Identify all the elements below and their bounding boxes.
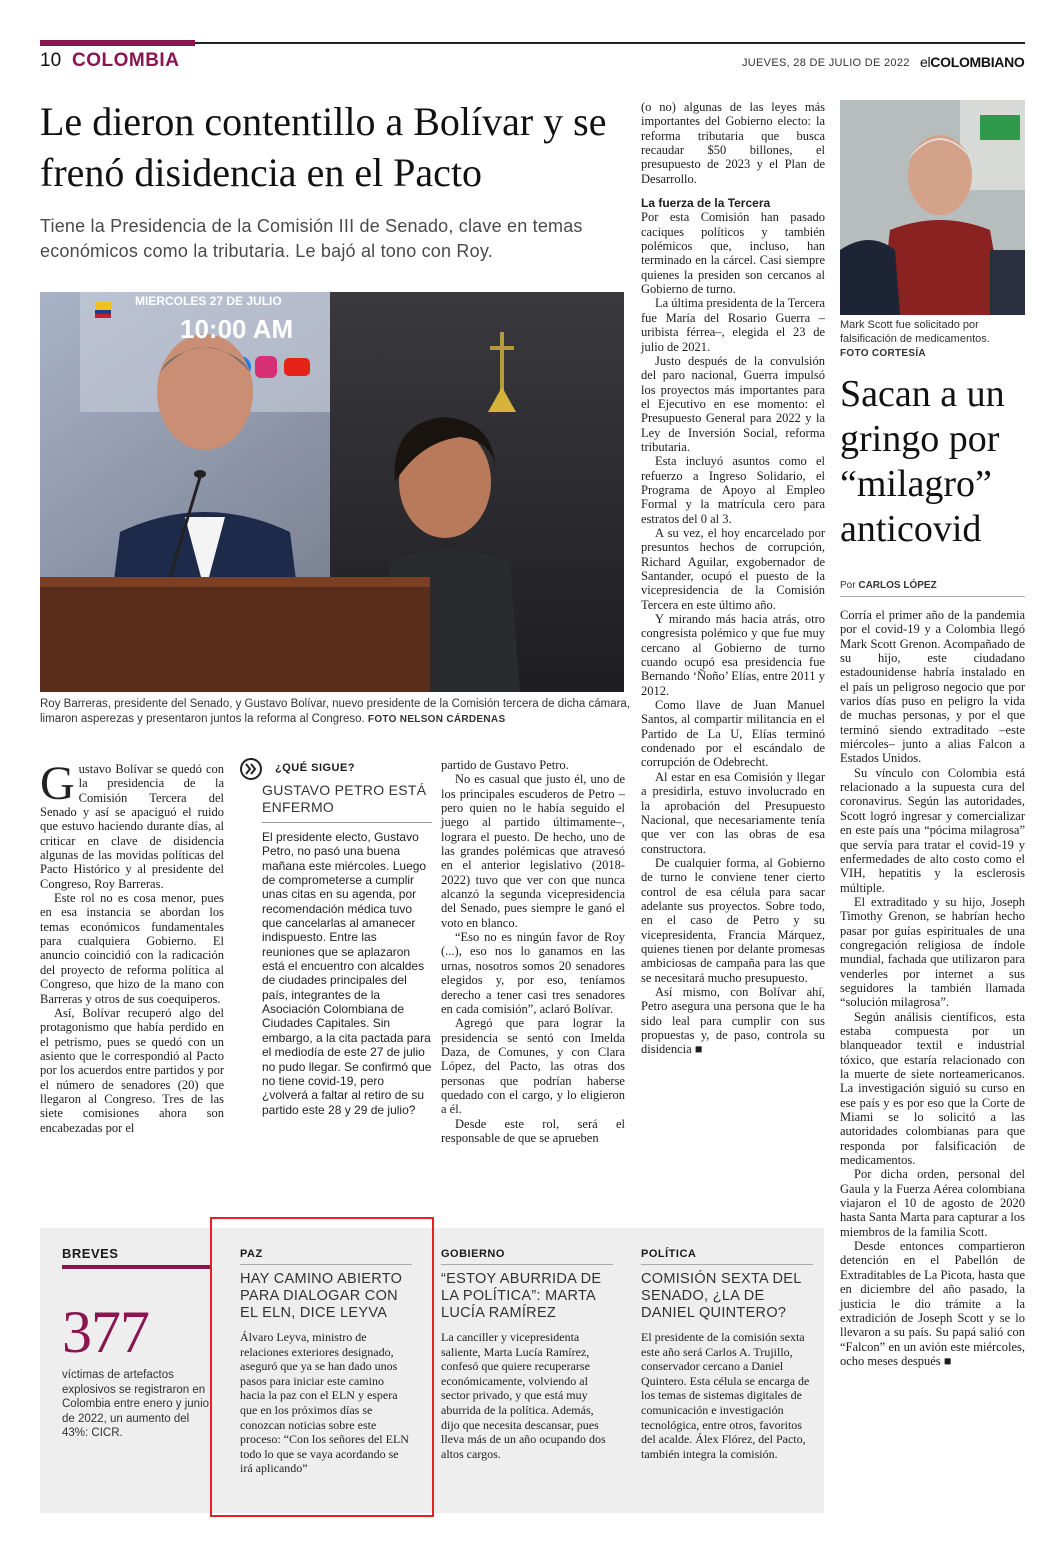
- brief-title: HAY CAMINO ABIERTO PARA DIALOGAR CON EL ELN, DICE LEYVA: [240, 1271, 403, 1321]
- brand-logo: [920, 54, 1025, 70]
- header-rule: [195, 42, 1025, 44]
- article-paragraph: (o no) algunas de las leyes más importantes del Gobierno electo: la reforma tributaria que busca recaudar $50 billones, el presupuesto de 2023 y el Plan de Desarrollo.: [641, 100, 825, 186]
- brief-label: POLÍTICA: [641, 1248, 697, 1260]
- brief-body: El presidente de la comisión sexta este año será Carlos A. Trujillo, conservador cercano a Daniel Quintero. Esta célula se encarga de los temas de sistemas digitales de comunicación e investigación tecnológica, entre otros, favoritos del acalde. Álex Flórez, del Pacto, también integra la comisión.: [641, 1330, 810, 1461]
- byline-prefix: Por: [840, 580, 856, 591]
- side-photo-caption: [840, 318, 1030, 361]
- article-paragraph: “Eso no es ningún favor de Roy (...), eso nos lo ganamos en las urnas, nosotros somos 20 senadores elegidos y, por eso, teníamos derecho a tener casi tres senadores en cada comisión”, aclaró Bolívar.: [441, 930, 625, 1016]
- brand-name: COLOMBIANO: [930, 54, 1025, 70]
- article-paragraph: Justo después de la convulsión del paro nacional, Guerra impulsó los proyectos más importantes para el Ejecutivo en ese momento: el Presupuesto General para 2022 y la Ley de Inversión Social, reforma tributaria.: [641, 353, 825, 454]
- article-paragraph: Y mirando más hacia atrás, otro congresista polémico y que fue muy cercano al Gobierno de turno cuando ocupó esa presidencia fue Bernando ‘Ñoño’ Elías, entre 2011 y 2012.: [641, 612, 825, 698]
- brief-rule: [441, 1264, 613, 1265]
- article-paragraph: partido de Gustavo Petro.: [441, 758, 569, 772]
- article-paragraph: [40, 757, 224, 891]
- screen-time: 10:00 AM: [180, 314, 294, 344]
- next-arrow-icon: [240, 758, 262, 780]
- byline-name: CARLOS LÓPEZ: [858, 580, 937, 591]
- article-paragraph: Corría el primer año de la pandemia por el covid-19 y a Colombia llegó Mark Scott Grenon. Acompañado de su hijo, este ciudadano estadounidense habría instalado en el país un peligroso negocio que por varios días puso en peligro la vida de muchas personas, y por el que terminó siendo extraditado –este miércoles– junto a alias Falcon a Estados Unidos.: [840, 608, 1025, 766]
- side-photo-illustration: [840, 100, 1025, 315]
- article-paragraph: Por dicha orden, personal del Gaula y la Fuerza Aérea colombiana viajaron el 10 de agosto de 2020 hasta Santa Marta para capturar a los miembros de la familia Scott.: [840, 1167, 1025, 1239]
- photo-caption-text: Roy Barreras, presidente del Senado, y Gustavo Bolívar, nuevo presidente de la Comisión tercera de dicha cámara, limaron asperezas y presentaron juntos la reforma al Congreso.: [40, 698, 631, 725]
- article-paragraph: Así, Bolívar recuperó algo del protagonismo que había perdido en el petrismo, pues se quedó con un asiento que le correspondió al Pacto por los acuerdos entre partidos y por el número de senadores (20) que llegaron al Congreso. Tres de las siete comisiones ahora son encabezadas por el: [40, 1005, 224, 1135]
- article-paragraph: No es casual que justo él, uno de los principales escuderos de Petro –pero quien no le había seguido el juego al partido últimamente–, lograra el puesto. De hecho, uno de las grandes polémicas que atravesó en el anterior legislativo (2018-2022) tuvo que ver con que nunca alcanzó la segunda vicepresidencia del Senado, pues siempre le ganó el voto en blanco.: [441, 772, 625, 930]
- article-paragraph: Así mismo, con Bolívar ahí, Petro asegura una persona que le ha sido leal para cumplir con sus propuestas y, de paso, controla su disidencia ■: [641, 984, 825, 1057]
- article-paragraph: Agregó que para lograr la presidencia se sentó con Imelda Daza, de Comunes, y con Clara López, del Pacto, las otras dos personas que podrían haberse quedado con el cargo, y lo eligieron a él.: [441, 1016, 625, 1117]
- side-rule: [840, 596, 1025, 597]
- side-byline: [840, 580, 937, 591]
- side-story-body: [840, 608, 1025, 1368]
- side-photo-caption-text: Mark Scott fue solicitado por falsificación de medicamentos.: [840, 319, 990, 345]
- drop-cap: G: [40, 757, 75, 810]
- article-dek: Tiene la Presidencia de la Comisión III de Senado, clave en temas económicos como la tributaria. Le bajó al tono con Roy.: [40, 216, 583, 261]
- section-name: COLOMBIA: [72, 50, 180, 71]
- brief-body: Álvaro Leyva, ministro de relaciones exteriores designado, aseguró que ya se han dado unos pasos para iniciar este camino hacia la paz con el ELN y espera que en los próximos días se conozcan noticias sobre este proceso: “Con los señores del ELN todo lo que se vaya acordando se irá aplicando”: [240, 1330, 409, 1476]
- photo-credit: FOTO NELSON CÁRDENAS: [367, 714, 506, 725]
- brief-title: “ESTOY ABURRIDA DE LA POLÍTICA”: MARTA LUCÍA RAMÍREZ: [441, 1271, 602, 1321]
- breves-title: BREVES: [62, 1246, 119, 1261]
- brief-item-politica: [641, 1248, 813, 1461]
- breves-rule: [62, 1265, 212, 1269]
- screen-date: MIERCOLES 27 DE JULIO: [135, 294, 282, 308]
- article-paragraph: A su vez, el hoy encarcelado por presuntos hechos de corrupción, Richard Aguilar, exgobernador de Santander, ocupó el puesto de la vicepresidencia de la Comisión Tercera en este último año.: [641, 525, 825, 612]
- article-paragraph: Como llave de Juan Manuel Santos, al compartir militancia en el Partido de La U, Elías terminó condenado por el escándalo de corrupción de Odebrecht.: [641, 698, 825, 770]
- article-paragraph: Por esta Comisión han pasado caciques políticos y también polémicos que, incluso, han terminado en la cárcel. Casi siempre quienes la presiden son cercanos al Gobierno de turno.: [641, 210, 825, 297]
- highlight-box: [210, 1217, 434, 1517]
- brief-label: GOBIERNO: [441, 1248, 505, 1260]
- brand-prefix: el: [920, 54, 931, 70]
- article-paragraph: La última presidenta de la Tercera fue María del Rosario Guerra –uribista férrea–, elegida el 23 de julio de 2021.: [641, 296, 825, 354]
- side-headline: Sacan a un gringo por “milagro” anticovid: [840, 373, 1005, 550]
- article-paragraph: El extraditado y su hijo, Joseph Timothy Grenon, se habrían hecho pasar por guías espirituales de una congregación religiosa de índole mundial, fachada que utilizaron para venderles por internet a sus seguidores la también llamada “solución milagrosa”.: [840, 894, 1025, 1010]
- page-number: 10: [40, 50, 62, 71]
- article-paragraph: Esta incluyó asuntos como el refuerzo a Ingreso Solidario, el Programa de Apoyo al Empleo Formal y la matrícula cero para estratos del 0 al 3.: [641, 454, 825, 526]
- side-photo: [840, 100, 1025, 315]
- article-paragraph: Su vínculo con Colombia está relacionado a la supuesta cura del coronavirus. Según las autoridades, Scott logró ingresar y comercializar en este país una “pócima milagrosa” que servía para tratar el covid-19 y enfermedades de alto costo como el VIH, hepatitis y la esclerosis múltiple.: [840, 765, 1025, 895]
- main-photo: [40, 292, 624, 692]
- article-paragraph: Desde este rol, será el responsable de que se aprueben: [441, 1116, 625, 1145]
- photo-caption: [40, 697, 630, 727]
- article-paragraph: De cualquier forma, al Gobierno de turno le conviene tener cierto control de esa célula para sacar adelante sus proyectos. Sobre todo, en el caso de Petro y su vicepresidenta, Francia Márquez, quienes tienen por delante promesas ambiciosas de campaña para las que se necesitará mucho presupuesto.: [641, 855, 825, 985]
- breves-big-number: 377: [62, 1299, 149, 1365]
- article-headline: Le dieron contentillo a Bolívar y se frenó disidencia en el Pacto: [40, 99, 607, 195]
- article-paragraph: Al estar en esa Comisión y llegar a presidirla, estuvo involucrado en la aprobación del Presupuesto Nacional, que necesariamente tenía que ver con las obras de esa constructora.: [641, 769, 825, 856]
- article-subhead: La fuerza de la Tercera: [641, 196, 771, 211]
- que-sigue-rule: [262, 822, 432, 823]
- brief-body: La canciller y vicepresidenta saliente, Marta Lucía Ramírez, confesó que quiere recuperarse económicamente, volviendo al sector privado, y que está muy aburrida de la política. Además, dijo que necesita descansar, pues lleva más de un año ocupando dos altos cargos.: [441, 1330, 606, 1461]
- side-photo-credit: CORTESÍA: [871, 348, 926, 359]
- que-sigue-label: ¿QUÉ SIGUE?: [275, 762, 356, 774]
- paragraph-text: ustavo Bolívar se quedó con la presidencia de la Comisión Tercera del Senado y así se apaciguó el ruido que estuvo haciendo durante días, al criticar en clave de disidencia algunas de las movidas políticas del Pacto Histórico y al presidente del Congreso, Roy Barreras.: [40, 762, 224, 891]
- article-column-4: [641, 100, 825, 1057]
- breves-number-text: víctimas de artefactos explosivos se registraron en Colombia entre enero y junio de 2022, un aumento del 43%: CICR.: [62, 1369, 210, 1439]
- brief-rule: [641, 1264, 813, 1265]
- dateline: JUEVES, 28 DE JULIO DE 2022: [742, 57, 910, 69]
- side-photo-credit-prefix: FOTO: [840, 348, 869, 359]
- article-column-1: [40, 757, 224, 1135]
- que-sigue-title: GUSTAVO PETRO ESTÁ ENFERMO: [262, 782, 427, 815]
- section-accent-bar: [40, 40, 195, 46]
- article-paragraph: Este rol no es cosa menor, pues en esa instancia se abordan los temas económicos fundamentales para cualquiera Gobierno. El anuncio coincidió con la radicación del proyecto de reforma política al Congreso, que hizo de la mano con Barreras y otros de sus coequiperos.: [40, 891, 224, 1006]
- main-photo-illustration: [40, 292, 624, 692]
- que-sigue-body: El presidente electo, Gustavo Petro, no pasó una buena mañana este miércoles. Luego de comprometerse a cumplir unas citas en su agenda, por recomendación médica tuvo que cancelarlas al amanecer indispuesto. Entre las reuniones que se aplazaron está el encuentro con alcaldes de ciudades principales del país, integrantes de la Asociación Colombiana de Ciudades Capitales. Sin embargo, a la cita pactada para el mediodía de este 27 de julio no pudo llegar. Se confirmó que no tiene covid-19, pero ¿volverá a faltar al retiro de su partido este 28 y 29 de julio?: [262, 830, 432, 1117]
- brief-item-gobierno: [441, 1248, 613, 1461]
- brief-label: PAZ: [240, 1248, 263, 1260]
- article-paragraph: Según análisis científicos, esta estaba compuesta por un blanqueador textil e industrial tóxico, que estaría relacionado con la muerte de siete norteamericanos. La investigación siguió su curso en ese país y es por eso que la Corte de Miami se lo solicitó a las autoridades colombianas para que responda por falsificación de medicamentos.: [840, 1009, 1025, 1168]
- article-paragraph: Desde entonces compartieron detención en el Pabellón de Extraditables de La Picota, hasta que en diciembre del año pasado, la justicia le dio trámite a la extradición de Joseph Scott y se lo llevaron a su país. Su papá salió con “Falcon” en un avión este miércoles, ocho meses después ■: [840, 1239, 1025, 1368]
- brief-title: COMISIÓN SEXTA DEL SENADO, ¿LA DE DANIEL QUINTERO?: [641, 1271, 802, 1321]
- article-column-3: [441, 758, 625, 1145]
